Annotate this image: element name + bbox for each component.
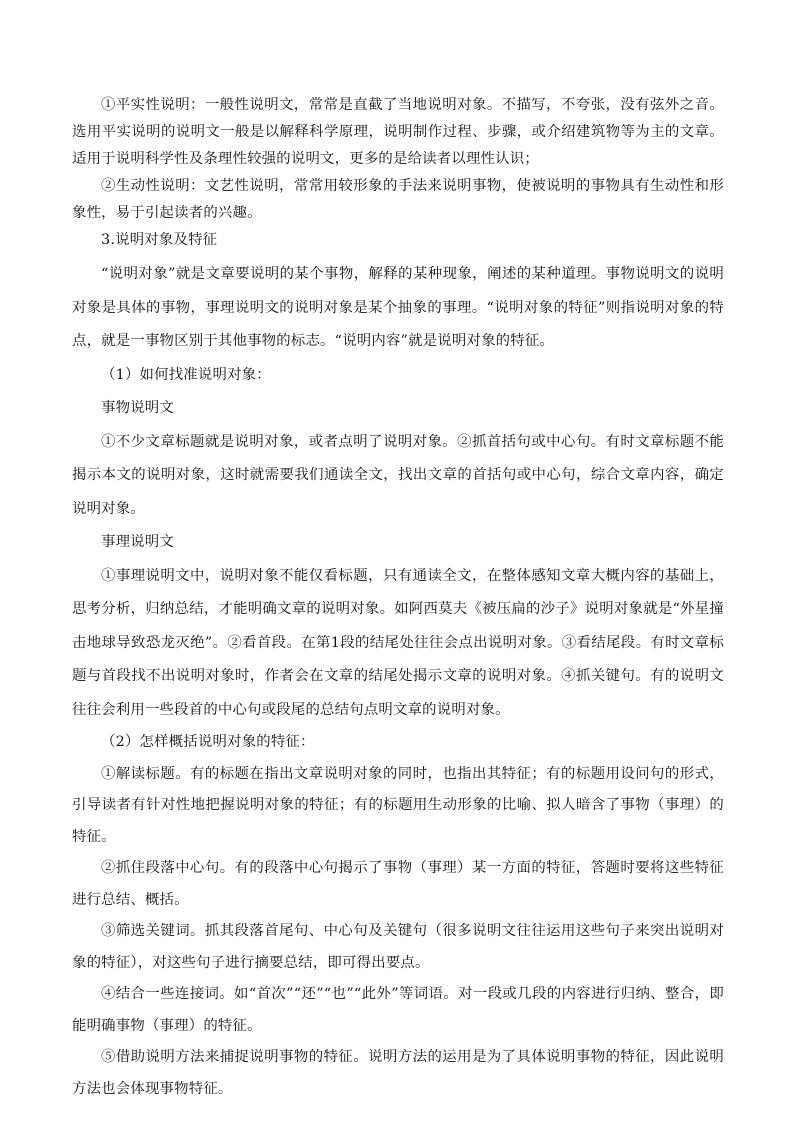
subheading-summarize-features: （2）怎样概括说明对象的特征： xyxy=(101,734,315,750)
paragraph-method-explanation-methods: ⑤借助说明方法来捕捉说明事物的特征。说明方法的运用是为了具体说明事物的特征，因此说明方法也会体现事物特征。 xyxy=(72,1049,724,1097)
paragraph-method-central-sentence: ②抓住段落中心句。有的段落中心句揭示了事物（事理）某一方面的特征，答题时要将这些特征进行总结、概括。 xyxy=(72,860,724,908)
paragraph-vivid-explanation: ②生动性说明：文艺性说明，常常用较形象的手法来说明事物，使被说明的事物具有生动性和形象性，易于引起读者的兴趣。 xyxy=(72,178,724,221)
label-thing-exposition: 事物说明文 xyxy=(101,400,174,416)
paragraph-method-connectives: ④结合一些连接词。如“首次”“还”“也”“此外”等词语。对一段或几段的内容进行归纳、整合，即能明确事物（事理）的特征。 xyxy=(72,986,724,1034)
document-body xyxy=(72,92,724,1105)
paragraph-object-definition: “说明对象”就是文章要说明的某个事物，解释的某种现象，阐述的某种道理。事物说明文的说明对象是具体的事物，事理说明文的说明对象是某个抽象的事理。“说明对象的特征”则指说明对象的特点，就是一事物区别于其他事物的标志。“说明内容”就是说明对象的特征。 xyxy=(72,266,724,349)
paragraph-thing-exposition-methods: ①不少文章标题就是说明对象，或者点明了说明对象。②抓首括句或中心句。有时文章标题不能揭示本文的说明对象，这时就需要我们通读全文，找出文章的首括句或中心句，综合文章内容，确定说明对象。 xyxy=(72,433,724,517)
paragraph-method-keywords: ③筛选关键词。抓其段落首尾句、中心句及关键句（很多说明文往往运用这些句子来突出说明对象的特征），对这些句子进行摘要总结，即可得出要点。 xyxy=(72,923,724,971)
paragraph-reason-exposition-methods: ①事理说明文中，说明对象不能仅看标题，只有通读全文，在整体感知文章大概内容的基础上，思考分析，归纳总结，才能明确文章的说明对象。如阿西莫夫《被压扁的沙子》说明对象就是“外星撞击地球导致恐龙灭绝”。②看首段。在第1段的结尾处往往会点出说明对象。③看结尾段。有时文章标题与首段找不出说明对象时，作者会在文章的结尾处揭示文章的说明对象。④抓关键句。有的说明文往往会利用一些段首的中心句或段尾的总结句点明文章的说明对象。 xyxy=(72,567,724,718)
paragraph-method-title: ①解读标题。有的标题在指出文章说明对象的同时，也指出其特征；有的标题用设问句的形式，引导读者有针对性地把握说明对象的特征；有的标题用生动形象的比喻、拟人暗含了事物（事理）的特征。 xyxy=(72,765,724,845)
paragraph-plain-explanation: ①平实性说明：一般性说明文，常常是直截了当地说明对象。不描写，不夸张，没有弦外之音。选用平实说明的说明文一般是以解释科学原理，说明制作过程、步骤，或介绍建筑物等为主的文章。适用于说明科学性及条理性较强的说明文，更多的是给读者以理性认识； xyxy=(72,97,724,167)
label-reason-exposition: 事理说明文 xyxy=(101,534,174,550)
subheading-find-object: （1）如何找准说明对象： xyxy=(101,366,271,383)
section-heading-object-features: 3.说明对象及特征 xyxy=(101,232,218,248)
